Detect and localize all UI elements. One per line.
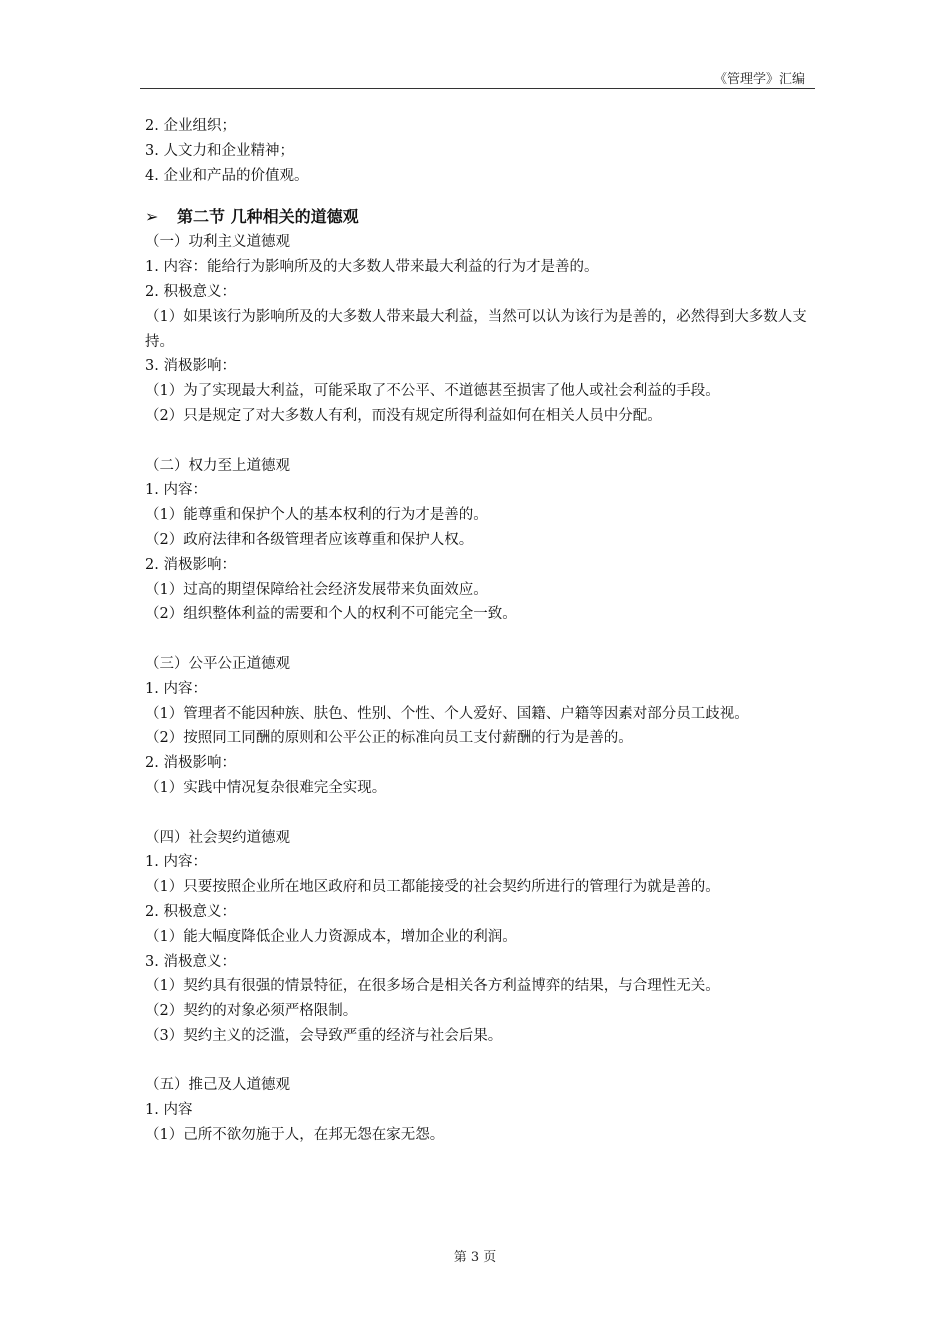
paragraph-gap <box>145 627 813 652</box>
intro-line: 3. 人文力和企业精神； <box>145 142 294 159</box>
paragraph-gap <box>145 801 813 826</box>
body-line: （1）实践中情况复杂很难完全实现。 <box>145 779 387 796</box>
body-line: （2）组织整体利益的需要和个人的权利不可能完全一致。 <box>145 606 517 623</box>
body-line: 3. 消极影响： <box>145 358 236 375</box>
header-title: 《管理学》汇编 <box>713 72 805 87</box>
body-line: 3. 消极意义： <box>145 953 236 970</box>
section-title: 第二节 几种相关的道德观 <box>177 207 359 227</box>
section-heading <box>145 204 813 230</box>
body-line: （1）只要按照企业所在地区政府和员工都能接受的社会契约所进行的管理行为就是善的。 <box>145 879 720 896</box>
body-line: （2）只是规定了对大多数人有利，而没有规定所得利益如何在相关人员中分配。 <box>145 407 662 424</box>
subsection-heading: （一）功利主义道德观 <box>145 234 290 251</box>
paragraph-gap <box>145 429 813 454</box>
body-line: 2. 消极影响： <box>145 755 236 772</box>
body-line: （1）能大幅度降低企业人力资源成本，增加企业的利润。 <box>145 928 517 945</box>
body-line: 1. 内容 <box>145 1102 193 1119</box>
subsection-heading: （二）权力至上道德观 <box>145 457 290 474</box>
intro-line: 4. 企业和产品的价值观。 <box>145 167 309 184</box>
subsection-heading: （四）社会契约道德观 <box>145 829 290 846</box>
body-line: （2）政府法律和各级管理者应该尊重和保护人权。 <box>145 531 474 548</box>
body-line: （1）己所不欲勿施于人，在邦无怨在家无怨。 <box>145 1127 445 1144</box>
body-line: （1）为了实现最大利益，可能采取了不公平、不道德甚至损害了他人或社会利益的手段。 <box>145 383 720 400</box>
body-line: （1）能尊重和保护个人的基本权利的行为才是善的。 <box>145 507 488 524</box>
subsection-heading: （五）推己及人道德观 <box>145 1077 290 1094</box>
body-line: （1）如果该行为影响所及的大多数人带来最大利益，当然可以认为该行为是善的，必然得到大多数人支持。 <box>145 308 807 350</box>
body-lines <box>145 230 813 1147</box>
body-line: （2）契约的对象必须严格限制。 <box>145 1003 358 1020</box>
subsection-heading: （三）公平公正道德观 <box>145 655 290 672</box>
intro-line: 2. 企业组织； <box>145 118 236 134</box>
body-line: （1）过高的期望保障给社会经济发展带来负面效应。 <box>145 581 488 598</box>
paragraph-gap <box>145 1049 813 1074</box>
body-line: 1. 内容：能给行为影响所及的大多数人带来最大利益的行为才是善的。 <box>145 259 599 276</box>
page-number: 第 3 页 <box>453 1250 497 1265</box>
body-line: （1）契约具有很强的情景特征，在很多场合是相关各方利益博弈的结果，与合理性无关。 <box>145 978 720 995</box>
body-line: 2. 消极影响： <box>145 556 236 573</box>
body-line: 1. 内容： <box>145 854 207 871</box>
body-line: 1. 内容： <box>145 482 207 499</box>
body-line: （2）按照同工同酬的原则和公平公正的标准向员工支付薪酬的行为是善的。 <box>145 730 633 747</box>
body-line: （3）契约主义的泛滥，会导致严重的经济与社会后果。 <box>145 1027 503 1044</box>
body-line: 2. 积极意义： <box>145 903 236 920</box>
document-body <box>145 114 813 1148</box>
body-line: 2. 积极意义： <box>145 283 236 300</box>
body-line: 1. 内容： <box>145 680 207 697</box>
arrow-bullet-icon: ➢ <box>145 207 159 227</box>
header-divider <box>140 88 815 89</box>
body-line: （1）管理者不能因种族、肤色、性别、个性、个人爱好、国籍、户籍等因素对部分员工歧视。 <box>145 705 749 722</box>
